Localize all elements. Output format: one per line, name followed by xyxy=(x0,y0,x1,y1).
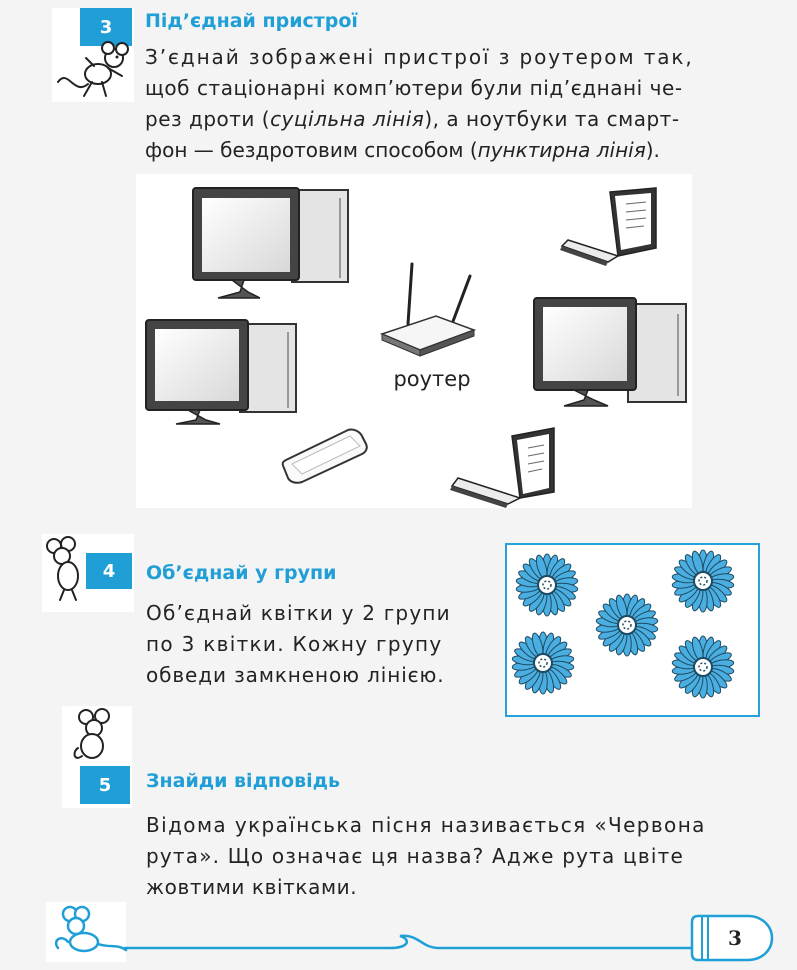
footer-mouse-icon xyxy=(48,904,128,960)
task3-number: 3 xyxy=(80,8,132,46)
smartphone-icon[interactable] xyxy=(283,429,367,482)
task4-line-3: обведи замкненою лінією. xyxy=(146,663,445,687)
devices-drawing xyxy=(136,174,692,508)
flowers-drawing xyxy=(507,545,758,715)
task3-line-3 xyxy=(145,104,752,135)
task4-text xyxy=(146,598,486,691)
task3-solid-line-term: суцільна лінія xyxy=(270,107,425,131)
flower-icon[interactable] xyxy=(672,636,735,698)
task5-line-2: рута». Що означає ця назва? Адже рута цвіте xyxy=(146,844,684,868)
router-icon[interactable] xyxy=(382,264,474,356)
flower-icon[interactable] xyxy=(512,632,575,694)
page-number: 3 xyxy=(728,926,742,950)
task3-line-3-b: ), а ноутбуки та смарт- xyxy=(424,107,680,131)
task3-line-1: З’єднай зображені пристрої з роутером так, xyxy=(145,45,694,69)
task3-line-4 xyxy=(145,135,752,166)
laptop-2-icon[interactable] xyxy=(450,428,554,508)
task3-line-2: щоб стаціонарні комп’ютери були під’єднані че- xyxy=(145,76,683,100)
task3-title: Під’єднай пристрої xyxy=(145,10,358,32)
footer-line-decoration xyxy=(120,912,720,960)
task3-text xyxy=(145,42,752,166)
desktop-computer-2-icon[interactable] xyxy=(146,320,296,424)
laptop-1-icon[interactable] xyxy=(560,188,656,266)
task4-number: 4 xyxy=(86,553,132,589)
task3-dotted-line-term: пунктирна лінія xyxy=(477,138,646,162)
desktop-computer-1-icon[interactable] xyxy=(193,188,348,298)
task3-line-4-b: ). xyxy=(645,138,660,162)
flower-icon[interactable] xyxy=(596,594,659,656)
desktop-computer-3-icon[interactable] xyxy=(534,298,686,406)
task5-line-1: Відома українська пісня називається «Червона xyxy=(146,813,706,837)
task3-line-4-a: фон — бездротовим способом ( xyxy=(145,138,478,162)
flower-icon[interactable] xyxy=(672,550,735,612)
task4-title: Об’єднай у групи xyxy=(146,562,337,584)
task4-line-1: Об’єднай квітки у 2 групи xyxy=(146,601,451,625)
flower-icon[interactable] xyxy=(516,554,579,616)
task5-number: 5 xyxy=(80,766,130,804)
devices-scene xyxy=(136,174,692,508)
task5-line-3: жовтими квітками. xyxy=(146,875,358,899)
mouse-mascot-icon xyxy=(54,38,134,100)
flowers-box xyxy=(505,543,760,717)
task3-line-3-a: рез дроти ( xyxy=(145,107,271,131)
task5-text xyxy=(146,810,756,903)
router-label: роутер xyxy=(393,367,471,391)
task5-title: Знайди відповідь xyxy=(146,770,340,792)
mouse-mascot-3-icon xyxy=(70,708,126,764)
mouse-mascot-2-icon xyxy=(44,536,88,602)
task4-line-2: по 3 квітки. Кожну групу xyxy=(146,632,443,656)
